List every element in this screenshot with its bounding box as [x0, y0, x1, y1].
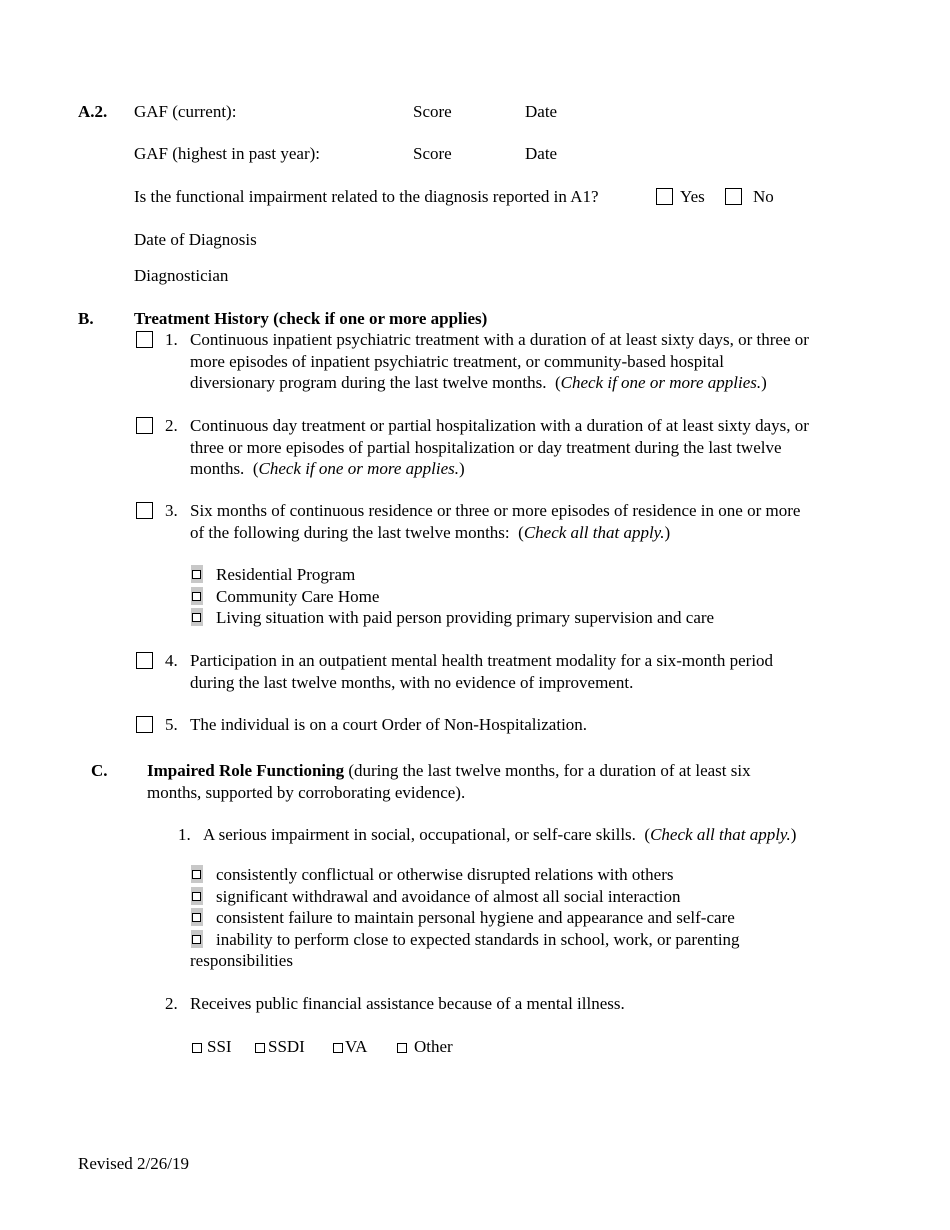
b3-line1: Six months of continuous residence or three or more episodes of residence in one or more [190, 501, 801, 520]
b2-line3: months. (Check if one or more applies.) [190, 459, 465, 478]
b2-line1: Continuous day treatment or partial hospitalization with a duration of at least sixty days, or [190, 416, 809, 435]
gaf-highest-score-label: Score [413, 144, 452, 163]
section-c-title: Impaired Role Functioning [147, 761, 345, 780]
no-checkbox[interactable] [725, 188, 742, 205]
section-b-label: B. [78, 309, 94, 328]
b5-line1: The individual is on a court Order of Non-Hospitalization. [190, 715, 588, 734]
b4-checkbox[interactable] [136, 652, 153, 669]
c1-option1-label: consistently conflictual or otherwise disrupted relations with others [216, 865, 674, 884]
b2-note: Check if one or more applies. [258, 459, 459, 478]
b4-line2: during the last twelve months, with no evidence of improvement. [190, 672, 634, 692]
ssi-label: SSI [207, 1037, 232, 1056]
b2-checkbox[interactable] [136, 417, 153, 434]
b3-number: 3. [165, 501, 178, 520]
b3-option3-checkbox[interactable] [191, 608, 203, 626]
b3-option1-checkbox[interactable] [191, 565, 203, 583]
other-label: Other [414, 1037, 453, 1056]
ssi-checkbox[interactable] [192, 1043, 202, 1053]
ssdi-checkbox[interactable] [255, 1043, 265, 1053]
c1-option2-checkbox[interactable] [191, 887, 203, 905]
b4-line1: Participation in an outpatient mental health treatment modality for a six-month period [190, 651, 774, 670]
b3-option1-label: Residential Program [216, 565, 356, 584]
b3-option2-checkbox[interactable] [191, 587, 203, 605]
b2-number: 2. [165, 416, 178, 435]
c1-number: 1. [178, 825, 191, 844]
c2-text: Receives public financial assistance because of a mental illness. [190, 994, 625, 1013]
b5-number: 5. [165, 715, 178, 734]
ssdi-label: SSDI [268, 1037, 305, 1056]
gaf-highest-label: GAF (highest in past year): [134, 144, 321, 163]
b3-checkbox[interactable] [136, 502, 153, 519]
section-c-title-line: Impaired Role Functioning (during the last twelve months, for a duration of at least six [147, 761, 751, 780]
c1-option1-checkbox[interactable] [191, 865, 203, 883]
b1-checkbox[interactable] [136, 331, 153, 348]
gaf-current-date-label: Date [525, 102, 558, 121]
gaf-highest-date-label: Date [525, 144, 558, 163]
c1-option2-label: significant withdrawal and avoidance of almost all social interaction [216, 886, 681, 906]
b1-note: Check if one or more applies. [560, 373, 762, 392]
b4-number: 4. [165, 651, 178, 670]
b1-line1: Continuous inpatient psychiatric treatment with a duration of at least sixty days, or three or [190, 330, 809, 349]
gaf-current-score-label: Score [413, 102, 452, 121]
c1-option4-label: inability to perform close to expected standards in school, work, or parenting [216, 929, 740, 949]
c1-option4-continuation: responsibilities [190, 951, 293, 970]
section-a2-label: A.2. [78, 102, 108, 121]
c1-option4-checkbox[interactable] [191, 930, 203, 948]
date-of-diagnosis-label: Date of Diagnosis [134, 230, 257, 249]
c1-option3-label: consistent failure to maintain personal hygiene and appearance and self-care [216, 908, 735, 927]
b3-line2: of the following during the last twelve months: (Check all that apply.) [190, 522, 671, 542]
b3-note: Check all that apply. [523, 522, 665, 542]
impairment-question: Is the functional impairment related to the diagnosis reported in A1? [134, 187, 599, 206]
c1-option3-checkbox[interactable] [191, 908, 203, 926]
section-b-title: Treatment History (check if one or more applies) [134, 309, 488, 328]
va-checkbox[interactable] [333, 1043, 343, 1053]
va-label: VA [345, 1037, 368, 1056]
revised-date: Revised 2/26/19 [78, 1154, 189, 1173]
b3-option2-label: Community Care Home [216, 586, 380, 606]
no-label: No [753, 187, 774, 206]
section-c-label: C. [91, 761, 108, 780]
gaf-current-label: GAF (current): [134, 102, 237, 121]
b1-line3: diversionary program during the last twelve months. (Check if one or more applies.) [190, 373, 767, 392]
c2-number: 2. [165, 994, 178, 1013]
b1-number: 1. [165, 330, 178, 349]
b3-option3-label: Living situation with paid person providing primary supervision and care [216, 608, 715, 627]
yes-checkbox[interactable] [656, 188, 673, 205]
b5-checkbox[interactable] [136, 716, 153, 733]
c1-text-line: A serious impairment in social, occupational, or self-care skills. (Check all that apply.) [203, 825, 797, 844]
b1-line2: more episodes of inpatient psychiatric treatment, or community-based hospital [190, 351, 724, 371]
other-checkbox[interactable] [397, 1043, 407, 1053]
c1-note: Check all that apply. [650, 825, 791, 844]
b2-line2: three or more episodes of partial hospitalization or day treatment during the last twelve [190, 437, 782, 457]
section-c-line2: months, supported by corroborating evidence). [147, 782, 466, 802]
yes-label: Yes [680, 187, 705, 206]
diagnostician-label: Diagnostician [134, 266, 229, 285]
